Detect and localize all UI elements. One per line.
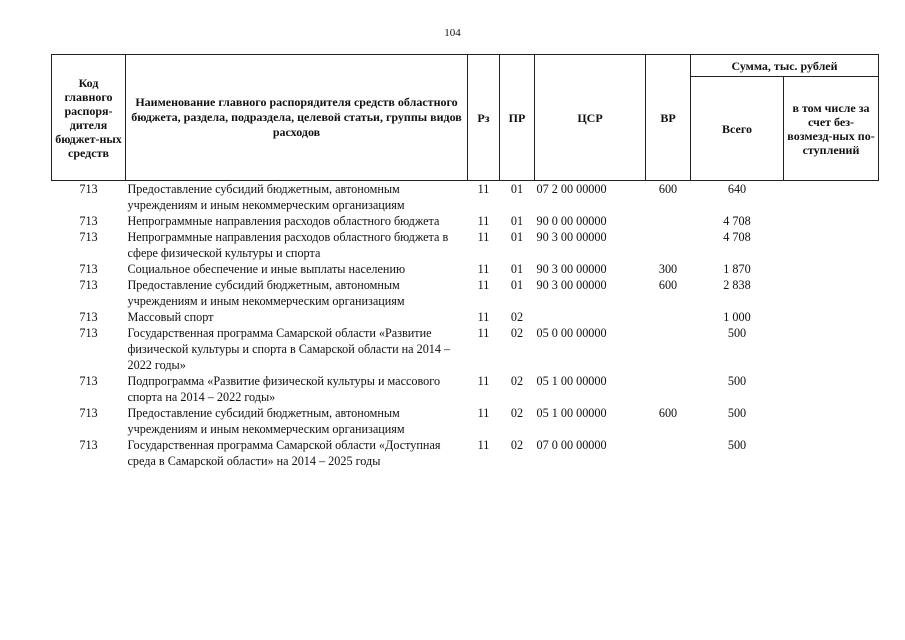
csr-cell: 05 1 00 00000 [536, 406, 607, 420]
table-header [52, 55, 879, 181]
grants-cell [784, 437, 879, 469]
rz-cell: 11 [477, 182, 490, 196]
name-cell: Предоставление субсидий бюджетным, автономным учреждениям и иным некоммерческим организациям [127, 182, 405, 212]
table-row [52, 437, 879, 469]
rz-cell: 11 [477, 262, 490, 276]
csr-cell [535, 309, 646, 325]
name-cell: Государственная программа Самарской области «Развитие физической культуры и спорта в Самарской области на 2014 – 2022 годы» [127, 326, 451, 372]
pr-cell: 02 [510, 438, 524, 452]
code-cell: 713 [79, 214, 98, 228]
page-number: 104 [444, 27, 461, 39]
rz-cell: 11 [477, 326, 490, 340]
name-cell: Предоставление субсидий бюджетным, автономным учреждениям и иным некоммерческим организациям [127, 406, 405, 436]
rz-cell: 11 [477, 214, 490, 228]
table-body [52, 181, 879, 470]
csr-cell: 05 1 00 00000 [536, 374, 607, 388]
code-cell: 713 [79, 182, 98, 196]
grants-cell [784, 325, 879, 373]
rz-cell: 11 [477, 438, 490, 452]
csr-cell: 90 3 00 00000 [536, 230, 607, 244]
vr-cell [646, 229, 691, 261]
header-rz: Рз [468, 55, 500, 181]
table-row [52, 325, 879, 373]
header-pr: ПР [500, 55, 535, 181]
total-cell: 500 [727, 406, 747, 420]
code-cell: 713 [79, 326, 98, 340]
grants-cell [784, 181, 879, 214]
grants-cell [784, 261, 879, 277]
name-cell: Подпрограмма «Развитие физической культуры и массового спорта на 2014 – 2022 годы» [127, 374, 441, 404]
rz-cell: 11 [477, 310, 490, 324]
name-cell: Непрограммные направления расходов областного бюджета [127, 214, 440, 228]
code-cell: 713 [79, 262, 98, 276]
grants-cell [784, 405, 879, 437]
vr-cell [646, 213, 691, 229]
rz-cell: 11 [477, 278, 490, 292]
header-csr: ЦСР [535, 55, 646, 181]
csr-cell: 90 3 00 00000 [536, 262, 607, 276]
rz-cell: 11 [477, 374, 490, 388]
total-cell: 500 [727, 374, 747, 388]
pr-cell: 02 [510, 406, 524, 420]
total-cell: 500 [727, 438, 747, 452]
vr-cell: 600 [658, 406, 678, 420]
code-cell: 713 [79, 374, 98, 388]
vr-cell [646, 309, 691, 325]
code-cell: 713 [79, 278, 98, 292]
pr-cell: 02 [510, 326, 524, 340]
pr-cell: 01 [510, 214, 524, 228]
header-grants: в том числе за счет без-возмезд-ных по-ступлений [784, 77, 879, 181]
grants-cell [784, 229, 879, 261]
total-cell: 1 870 [723, 262, 751, 276]
code-cell: 713 [79, 230, 98, 244]
grants-cell [784, 309, 879, 325]
header-code: Код главного распоря-дителя бюджет-ных средств [52, 55, 126, 181]
pr-cell: 01 [510, 182, 524, 196]
table-row [52, 309, 879, 325]
table-row [52, 405, 879, 437]
pr-cell: 01 [510, 278, 524, 292]
table-row [52, 373, 879, 405]
table-row [52, 213, 879, 229]
header-total: Всего [691, 77, 784, 181]
pr-cell: 01 [510, 230, 524, 244]
csr-cell: 07 2 00 00000 [536, 182, 607, 196]
vr-cell [646, 325, 691, 373]
vr-cell: 600 [658, 278, 678, 292]
header-vr: ВР [646, 55, 691, 181]
name-cell: Непрограммные направления расходов областного бюджета в сфере физической культуры и спорта [127, 230, 449, 260]
csr-cell: 05 0 00 00000 [536, 326, 607, 340]
name-cell: Массовый спорт [127, 310, 214, 324]
total-cell: 1 000 [723, 310, 751, 324]
code-cell: 713 [79, 438, 98, 452]
total-cell: 2 838 [723, 278, 751, 292]
vr-cell [646, 373, 691, 405]
code-cell: 713 [79, 310, 98, 324]
name-cell: Предоставление субсидий бюджетным, автономным учреждениям и иным некоммерческим организациям [127, 278, 405, 308]
csr-cell: 90 3 00 00000 [536, 278, 607, 292]
vr-cell: 300 [658, 262, 678, 276]
total-cell: 640 [727, 182, 747, 196]
header-name: Наименование главного распорядителя средств областного бюджета, раздела, подраздела, целевой статьи, группы видов расходов [126, 55, 468, 181]
table-row [52, 229, 879, 261]
name-cell: Социальное обеспечение и иные выплаты населению [127, 262, 406, 276]
table-row [52, 277, 879, 309]
rz-cell: 11 [477, 230, 490, 244]
csr-cell: 07 0 00 00000 [536, 438, 607, 452]
pr-cell: 02 [510, 374, 524, 388]
vr-cell [646, 437, 691, 469]
total-cell: 4 708 [723, 214, 751, 228]
total-cell: 500 [727, 326, 747, 340]
budget-table [51, 54, 879, 469]
csr-cell: 90 0 00 00000 [536, 214, 607, 228]
table-row [52, 261, 879, 277]
table-row [52, 181, 879, 214]
header-sum: Сумма, тыс. рублей [691, 55, 879, 77]
grants-cell [784, 277, 879, 309]
grants-cell [784, 213, 879, 229]
pr-cell: 02 [510, 310, 524, 324]
code-cell: 713 [79, 406, 98, 420]
pr-cell: 01 [510, 262, 524, 276]
rz-cell: 11 [477, 406, 490, 420]
total-cell: 4 708 [723, 230, 751, 244]
grants-cell [784, 373, 879, 405]
vr-cell: 600 [658, 182, 678, 196]
name-cell: Государственная программа Самарской области «Доступная среда в Самарской области» на 2014 – 2025 годы [127, 438, 441, 468]
